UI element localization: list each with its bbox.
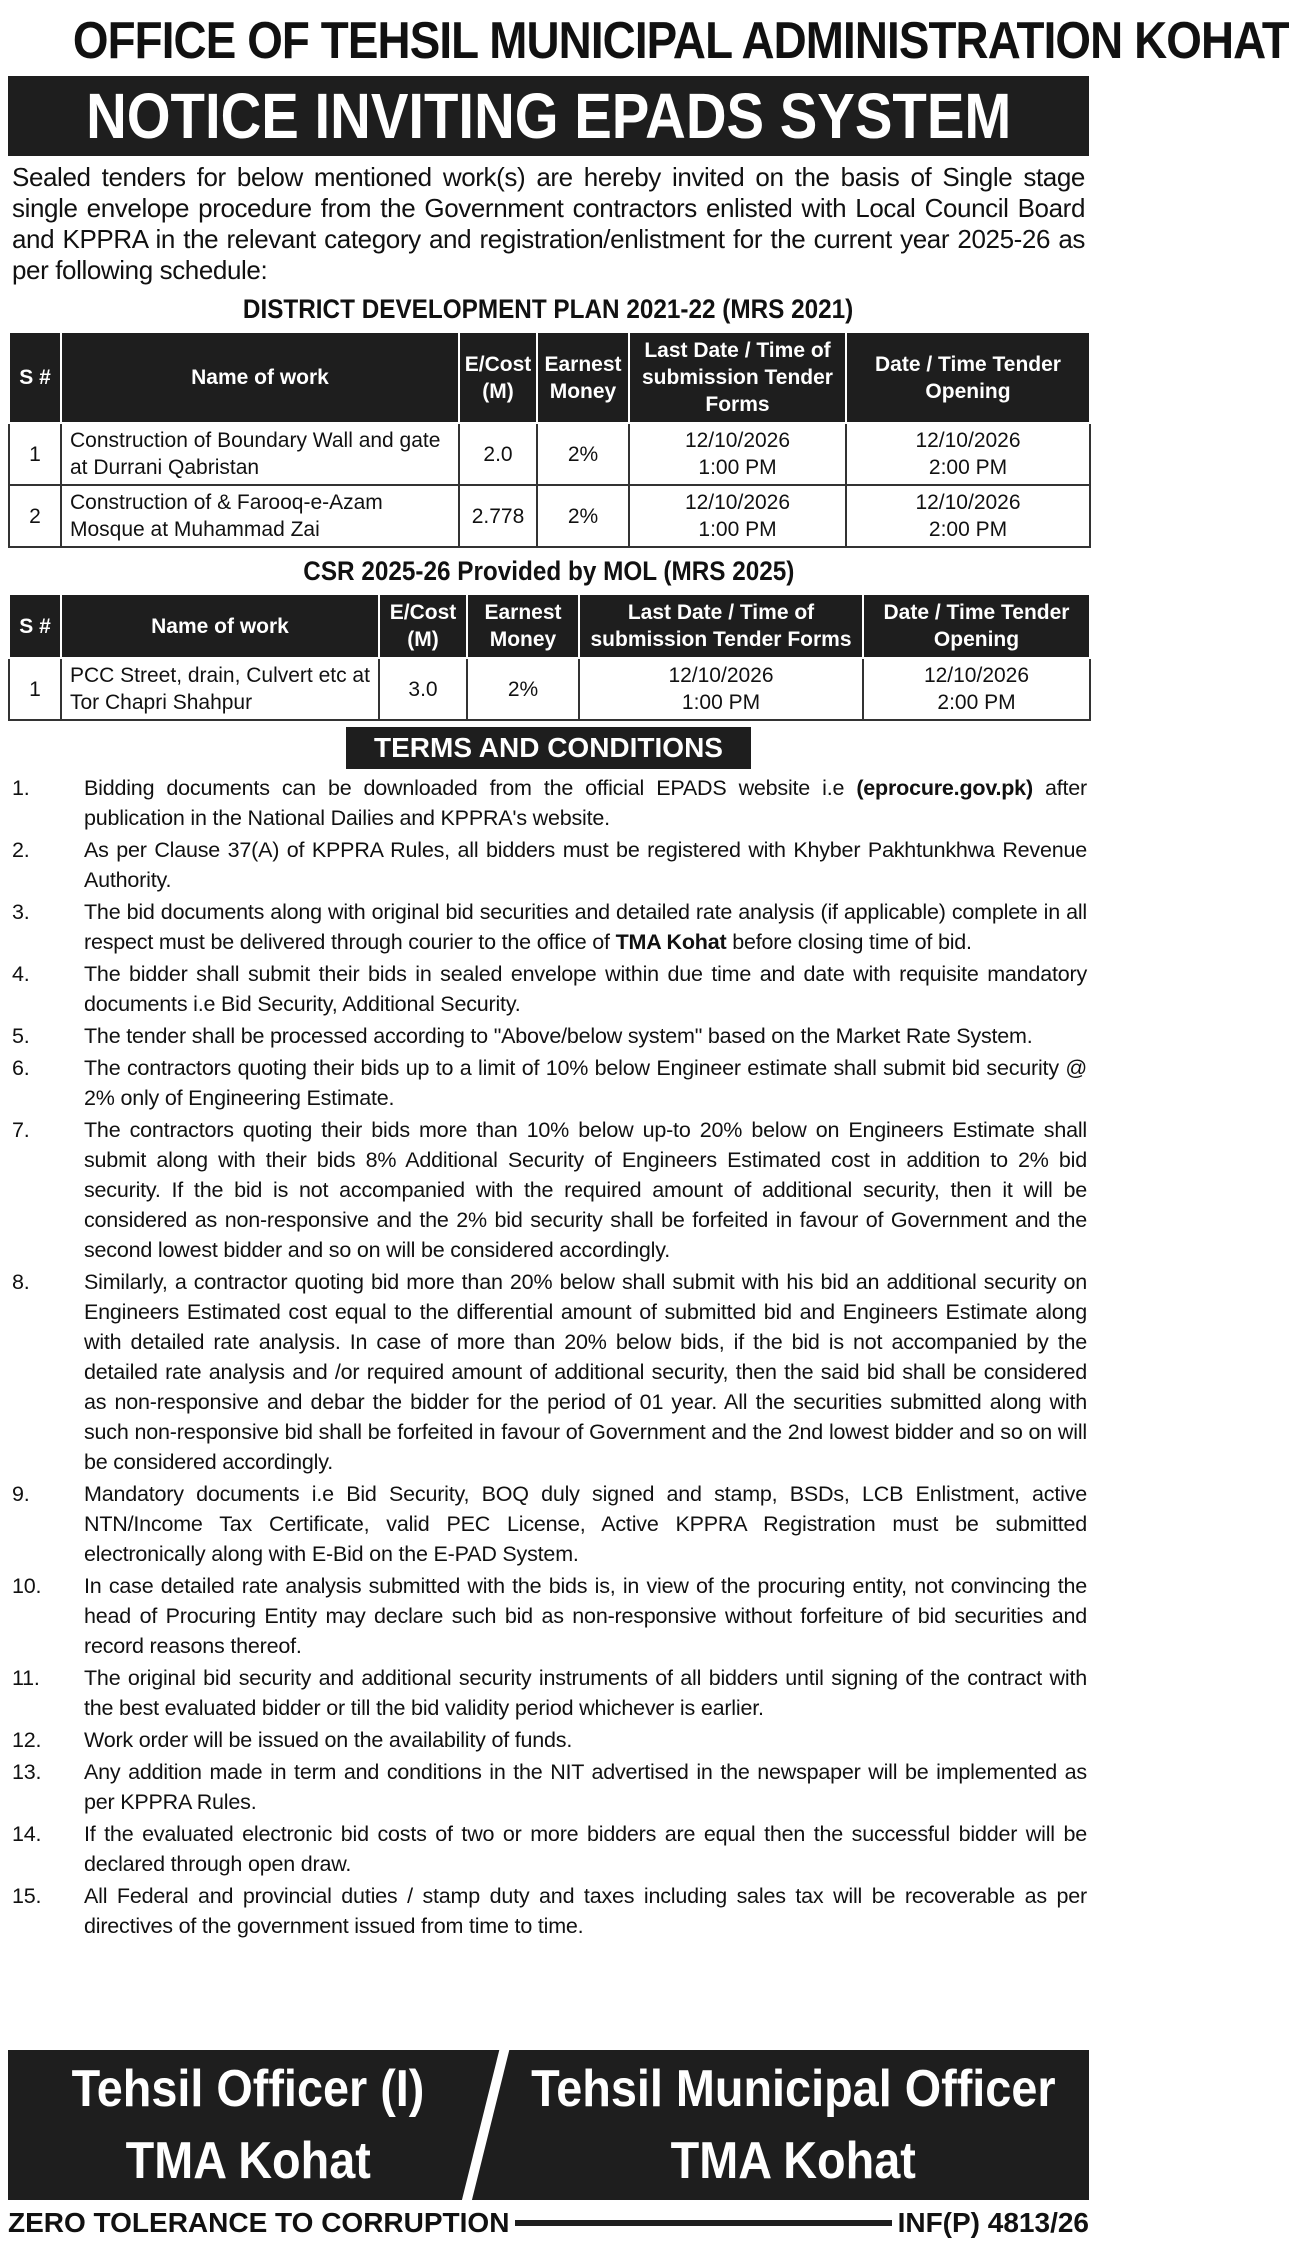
term-item	[8, 1881, 1089, 1941]
term-number: 3.	[12, 900, 30, 924]
term-text: Work order will be issued on the availability of funds.	[84, 1728, 573, 1752]
cell-sno: 1	[9, 423, 61, 485]
cell-last-date: 12/10/2026 1:00 PM	[629, 423, 846, 485]
term-number: 7.	[12, 1118, 30, 1142]
bottom-line	[8, 2206, 1089, 2240]
col-header-last-date: Last Date / Time of submission Tender Forms	[629, 332, 846, 423]
terms-list	[8, 773, 1089, 1941]
table-header-row	[9, 594, 1090, 658]
works-table-csr	[8, 593, 1091, 721]
slogan: ZERO TOLERANCE TO CORRUPTION	[8, 2207, 510, 2238]
col-header-last-date: Last Date / Time of submission Tender Forms	[579, 594, 863, 658]
signatory-right-title: Tehsil Municipal Officer	[531, 2060, 1056, 2118]
term-item	[8, 835, 1089, 895]
term-number: 14.	[12, 1822, 42, 1846]
cell-ecost: 2.0	[459, 423, 537, 485]
cell-ecost: 2.778	[459, 485, 537, 547]
term-number: 13.	[12, 1760, 42, 1784]
term-item	[8, 959, 1089, 1019]
term-number: 6.	[12, 1056, 30, 1080]
cell-earnest: 2%	[467, 658, 579, 720]
term-text: If the evaluated electronic bid costs of two or more bidders are equal then the successful bidder will be declared through open draw.	[84, 1822, 1087, 1876]
col-header-ecost: E/Cost (M)	[379, 594, 467, 658]
cell-opening: 12/10/2026 2:00 PM	[846, 423, 1090, 485]
col-header-name: Name of work	[61, 332, 459, 423]
signatory-right	[498, 2050, 1089, 2200]
terms-heading-wrap	[8, 727, 1089, 769]
col-header-sno: S #	[9, 332, 61, 423]
term-item	[8, 1021, 1089, 1051]
col-header-opening: Date / Time Tender Opening	[846, 332, 1090, 423]
term-item	[8, 1053, 1089, 1113]
term-text: The bidder shall submit their bids in sealed envelope within due time and date with requisite mandatory documents i.e Bid Security, Additional Security.	[84, 962, 1087, 1016]
term-item	[8, 1571, 1089, 1661]
term-number: 1.	[12, 776, 30, 800]
signatory-right-office: TMA Kohat	[670, 2132, 917, 2190]
term-text: All Federal and provincial duties / stamp duty and taxes including sales tax will be recoverable as per directives of the government issued from time to time.	[84, 1884, 1087, 1938]
cell-last-date: 12/10/2026 1:00 PM	[629, 485, 846, 547]
term-number: 15.	[12, 1884, 42, 1908]
table-row	[9, 658, 1090, 720]
term-text: The contractors quoting their bids up to a limit of 10% below Engineer estimate shall submit bid security @ 2% only of Engineering Estimate.	[84, 1056, 1087, 1110]
table-row	[9, 423, 1090, 485]
cell-opening: 12/10/2026 2:00 PM	[863, 658, 1090, 720]
term-item	[8, 1819, 1089, 1879]
cell-opening: 12/10/2026 2:00 PM	[846, 485, 1090, 547]
cell-earnest: 2%	[537, 485, 629, 547]
section-title-csr: CSR 2025-26 Provided by MOL (MRS 2025)	[302, 556, 795, 586]
divider-rule	[515, 2220, 891, 2226]
office-title: OFFICE OF TEHSIL MUNICIPAL ADMINISTRATION KOHAT	[72, 12, 1289, 70]
table-row	[9, 485, 1090, 547]
term-number: 4.	[12, 962, 30, 986]
term-item	[8, 1115, 1089, 1265]
term-text: Mandatory documents i.e Bid Security, BOQ duly signed and stamp, BSDs, LCB Enlistment, active NTN/Income Tax Certificate, valid PEC License, Active KPPRA Registration must be submitted electronically along with E-Bid on the E-PAD System.	[84, 1482, 1087, 1566]
term-number: 12.	[12, 1728, 42, 1752]
term-text: Bidding documents can be downloaded from the official EPADS website i.e (eprocure.gov.pk) after publication in the National Dailies and KPPRA's website.	[84, 776, 1087, 830]
notice-title: NOTICE INVITING EPADS SYSTEM	[85, 80, 1012, 152]
term-number: 9.	[12, 1482, 30, 1506]
col-header-earnest: Earnest Money	[537, 332, 629, 423]
table-header-row	[9, 332, 1090, 423]
section-title-ddp: DISTRICT DEVELOPMENT PLAN 2021-22 (MRS 2021)	[243, 294, 854, 324]
term-text: Any addition made in term and conditions in the NIT advertised in the newspaper will be implemented as per KPPRA Rules.	[84, 1760, 1087, 1814]
cell-sno: 1	[9, 658, 61, 720]
cell-work-name: PCC Street, drain, Culvert etc at Tor Chapri Shahpur	[61, 658, 379, 720]
cell-work-name: Construction of & Farooq-e-Azam Mosque at Muhammad Zai	[61, 485, 459, 547]
term-text: The original bid security and additional security instruments of all bidders until signing of the contract with the best evaluated bidder or till the bid validity period whichever is earlier.	[84, 1666, 1087, 1720]
signatory-left	[8, 2050, 488, 2200]
col-header-opening: Date / Time Tender Opening	[863, 594, 1090, 658]
notice-title-band	[8, 76, 1089, 156]
term-text: In case detailed rate analysis submitted with the bids is, in view of the procuring entity, not convincing the head of Procuring Entity may declare such bid as non-responsive without forfeiture of bid securities and record reasons thereof.	[84, 1574, 1087, 1658]
term-item	[8, 773, 1089, 833]
intro-paragraph: Sealed tenders for below mentioned work(s) are hereby invited on the basis of Single stage single envelope procedure from the Government contractors enlisted with Local Council Board and KPPRA in the relevant category and registration/enlistment for the current year 2025-26 as per following schedule:	[12, 162, 1085, 285]
cell-work-name: Construction of Boundary Wall and gate at Durrani Qabristan	[61, 423, 459, 485]
term-number: 10.	[12, 1574, 42, 1598]
col-header-name: Name of work	[61, 594, 379, 658]
term-number: 5.	[12, 1024, 30, 1048]
term-item	[8, 1479, 1089, 1569]
term-number: 2.	[12, 838, 30, 862]
cell-last-date: 12/10/2026 1:00 PM	[579, 658, 863, 720]
term-item	[8, 897, 1089, 957]
term-item	[8, 1663, 1089, 1723]
term-number: 8.	[12, 1270, 30, 1294]
term-text: The bid documents along with original bid securities and detailed rate analysis (if applicable) complete in all respect must be delivered through courier to the office of TMA Kohat before closing time of bid.	[84, 900, 1087, 954]
col-header-earnest: Earnest Money	[467, 594, 579, 658]
term-item	[8, 1725, 1089, 1755]
term-item	[8, 1757, 1089, 1817]
term-text: The contractors quoting their bids more than 10% below up-to 20% below on Engineers Estimate shall submit along with their bids 8% Additional Security of Engineers Estimated cost in addition to 2% bid security. If the bid is not accompanied with the required amount of additional security, then it will be considered as non-responsive and the 2% bid security shall be forfeited in favour of Government and the second lowest bidder and so on will be considered accordingly.	[84, 1118, 1087, 1262]
terms-heading: TERMS AND CONDITIONS	[346, 727, 751, 769]
signatory-left-title: Tehsil Officer (I)	[71, 2060, 425, 2118]
signature-band	[8, 2050, 1089, 2200]
term-item	[8, 1267, 1089, 1477]
term-text: As per Clause 37(A) of KPPRA Rules, all bidders must be registered with Khyber Pakhtunkhwa Revenue Authority.	[84, 838, 1087, 892]
cell-ecost: 3.0	[379, 658, 467, 720]
works-table-ddp	[8, 331, 1091, 548]
term-text: The tender shall be processed according to "Above/below system" based on the Market Rate System.	[84, 1024, 1033, 1048]
reference-number: INF(P) 4813/26	[897, 2207, 1089, 2238]
col-header-ecost: E/Cost (M)	[459, 332, 537, 423]
cell-earnest: 2%	[537, 423, 629, 485]
cell-sno: 2	[9, 485, 61, 547]
signatory-left-office: TMA Kohat	[125, 2132, 371, 2190]
col-header-sno: S #	[9, 594, 61, 658]
term-text: Similarly, a contractor quoting bid more than 20% below shall submit with his bid an additional security on Engineers Estimated cost equal to the differential amount of submitted bid and Engineers Estimate along with detailed rate analysis. In case of more than 20% below bids, if the bid is not accompanied by the detailed rate analysis and /or required amount of additional security, then the said bid shall be considered as non-responsive and debar the bidder for the period of 01 year. All the securities submitted along with such non-responsive bid shall be forfeited in favour of Government and the 2nd lowest bidder and so on will be considered accordingly.	[84, 1270, 1087, 1474]
term-number: 11.	[12, 1666, 40, 1690]
